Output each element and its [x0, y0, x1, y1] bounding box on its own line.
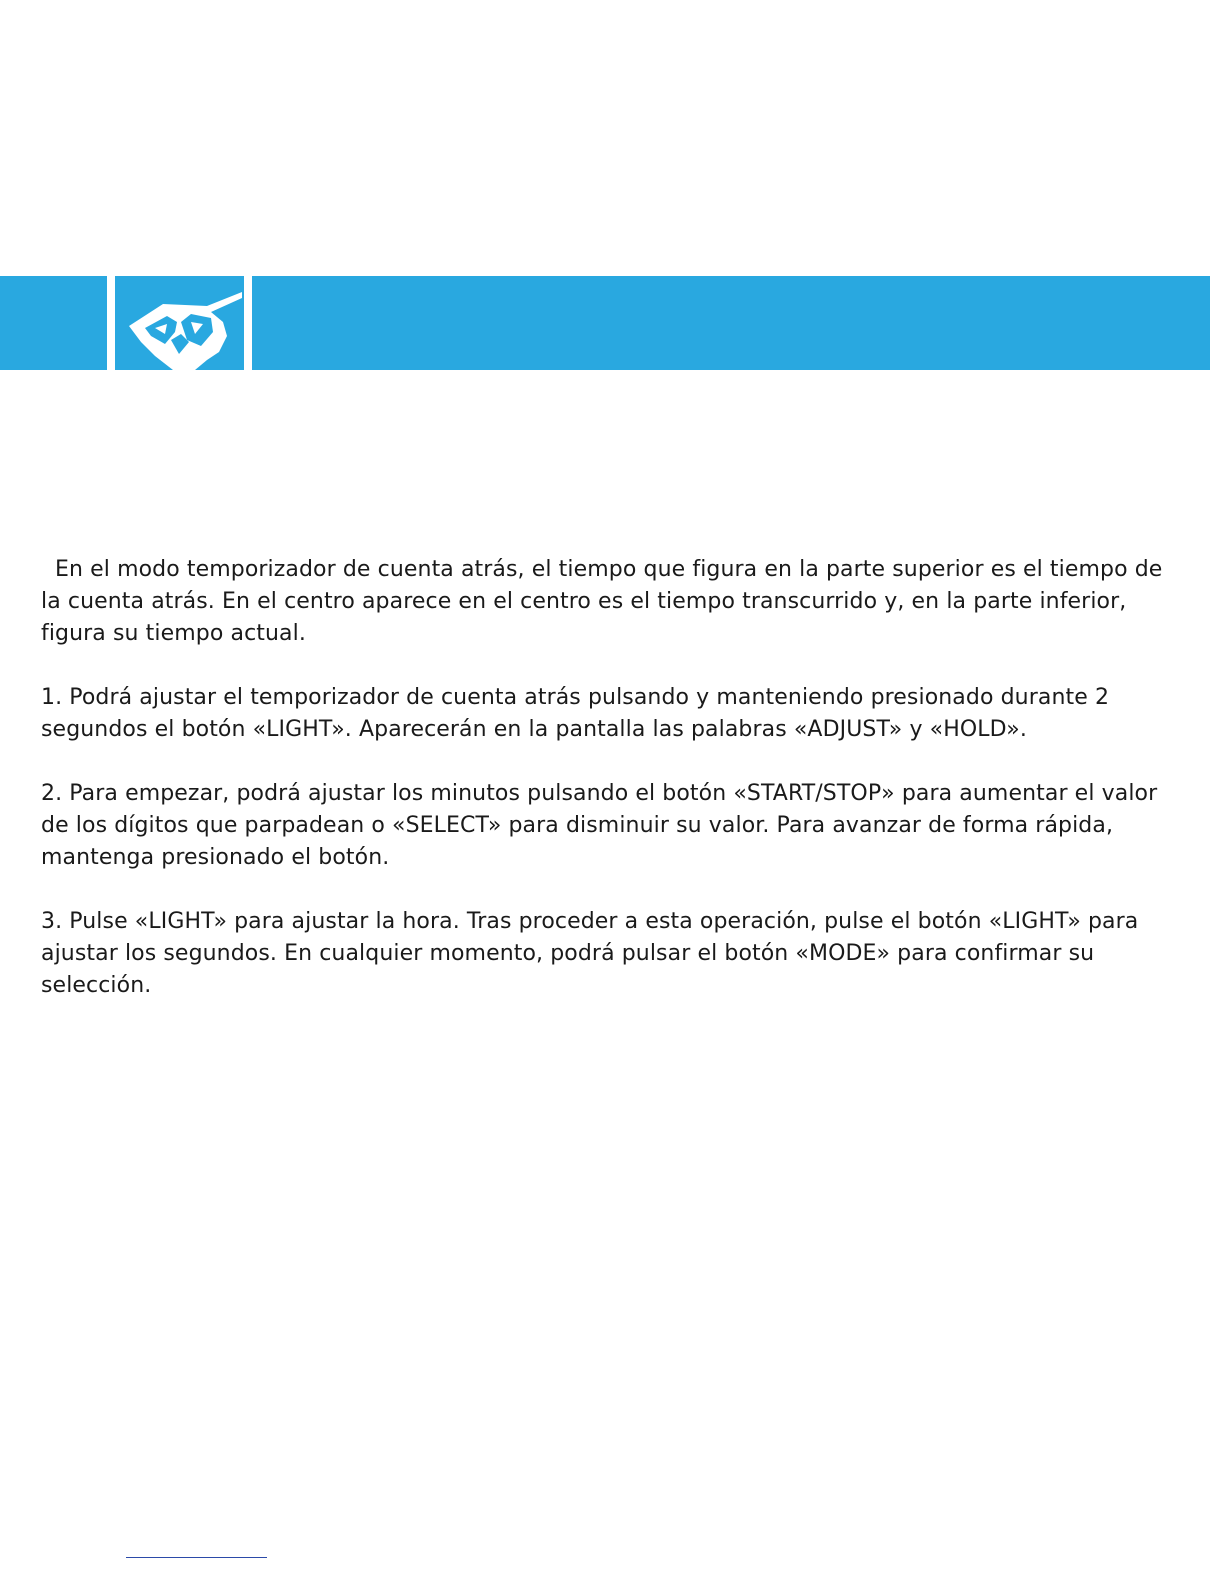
intro-paragraph: En el modo temporizador de cuenta atrás, el tiempo que figura en la parte superior es el tiempo de la cuenta atrás. En el centro aparece en el centro es el tiempo transcurrido y, en la parte inferior, figura su tiempo actual.: [41, 557, 1163, 646]
step-2-paragraph: 2. Para empezar, podrá ajustar los minutos pulsando el botón «START/STOP» para aumentar el valor de los dígitos que parpadean o «SELECT» para disminuir su valor. Para avanzar de forma rápida, mantenga presionado el botón.: [41, 781, 1158, 870]
step-1-paragraph: 1. Podrá ajustar el temporizador de cuenta atrás pulsando y manteniendo presionado durante 2 segundos el botón «LIGHT». Aparecerán en la pantalla las palabras «ADJUST» y «HOLD».: [41, 685, 1110, 742]
header-band: [0, 276, 1224, 370]
footer-rule: [126, 1557, 267, 1558]
header-band-right-block: [252, 276, 1210, 370]
instructions-text: [41, 554, 1181, 1034]
step-3-paragraph: 3. Pulse «LIGHT» para ajustar la hora. Tras proceder a esta operación, pulse el botón «LIGHT» para ajustar los segundos. En cualquier momento, podrá pulsar el botón «MODE» para confirmar su selección.: [41, 909, 1139, 998]
logo-block: [115, 276, 244, 370]
header-band-left-block: [0, 276, 107, 370]
roxy-heart-logo-icon: [115, 276, 244, 370]
